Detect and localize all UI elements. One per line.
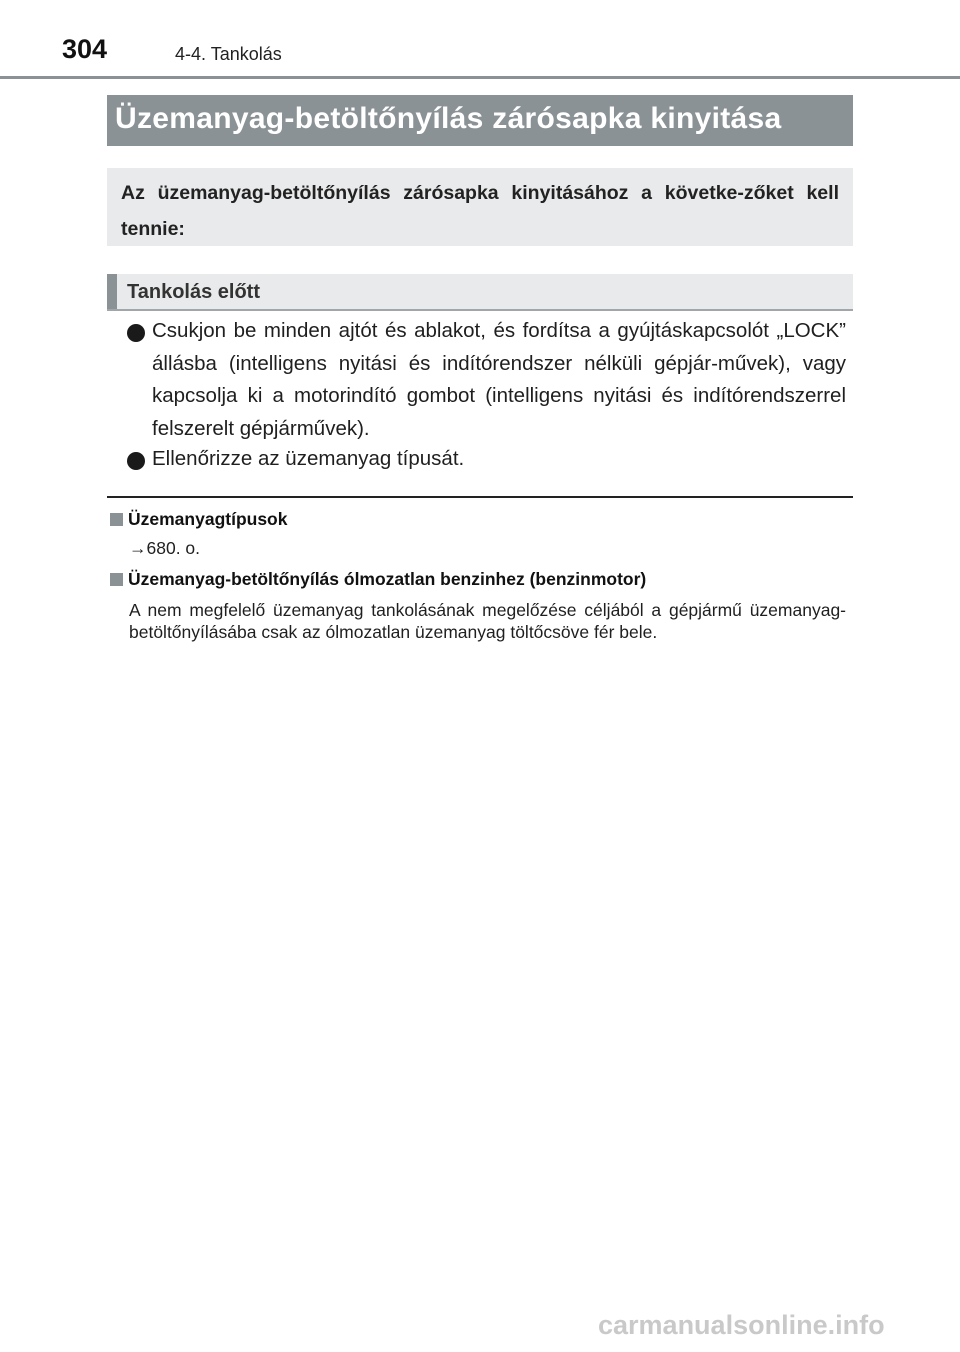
- section-title: Üzemanyag-betöltőnyílás zárósapka kinyitása: [115, 102, 782, 135]
- bullet-item: Csukjon be minden ajtót és ablakot, és fordítsa a gyújtáskapcsolót „LOCK” állásba (intelligens nyitási és indítórendszer nélküli gépjár-művek), vagy kapcsolja ki a motorindító gombot (intelligens nyitási és indítórendszerrel felszerelt gépjárművek).: [152, 319, 846, 440]
- notes-divider: [107, 496, 853, 498]
- header-rule: [0, 76, 960, 79]
- note-heading: Üzemanyagtípusok: [128, 509, 288, 529]
- bullet-dot-icon: [127, 324, 145, 342]
- note-square-icon: [110, 573, 123, 586]
- page-reference: →680. o.: [129, 538, 201, 558]
- note-body: A nem megfelelő üzemanyag tankolásának megelőzése céljából a gépjármű üzemanyag-betöltőnyílásába csak az ólmozatlan üzemanyag töltőcsöve fér bele.: [129, 600, 846, 642]
- subsection-underline: [107, 309, 853, 311]
- page-number: 304: [62, 34, 108, 64]
- note-heading: Üzemanyag-betöltőnyílás ólmozatlan benzinhez (benzinmotor): [128, 569, 647, 589]
- note-square-icon: [110, 513, 123, 526]
- bullet-item: Ellenőrizze az üzemanyag típusát.: [152, 447, 465, 470]
- bullet-dot-icon: [127, 452, 145, 470]
- watermark: carmanualsonline.info: [598, 1310, 885, 1340]
- chapter-title: 4-4. Tankolás: [175, 44, 282, 64]
- subsection-bar: [107, 274, 117, 310]
- page-header: [0, 0, 960, 80]
- subsection-title: Tankolás előtt: [127, 281, 260, 303]
- intro-text: Az üzemanyag-betöltőnyílás zárósapka kinyitásához a követke-zőket kell tennie:: [121, 182, 839, 240]
